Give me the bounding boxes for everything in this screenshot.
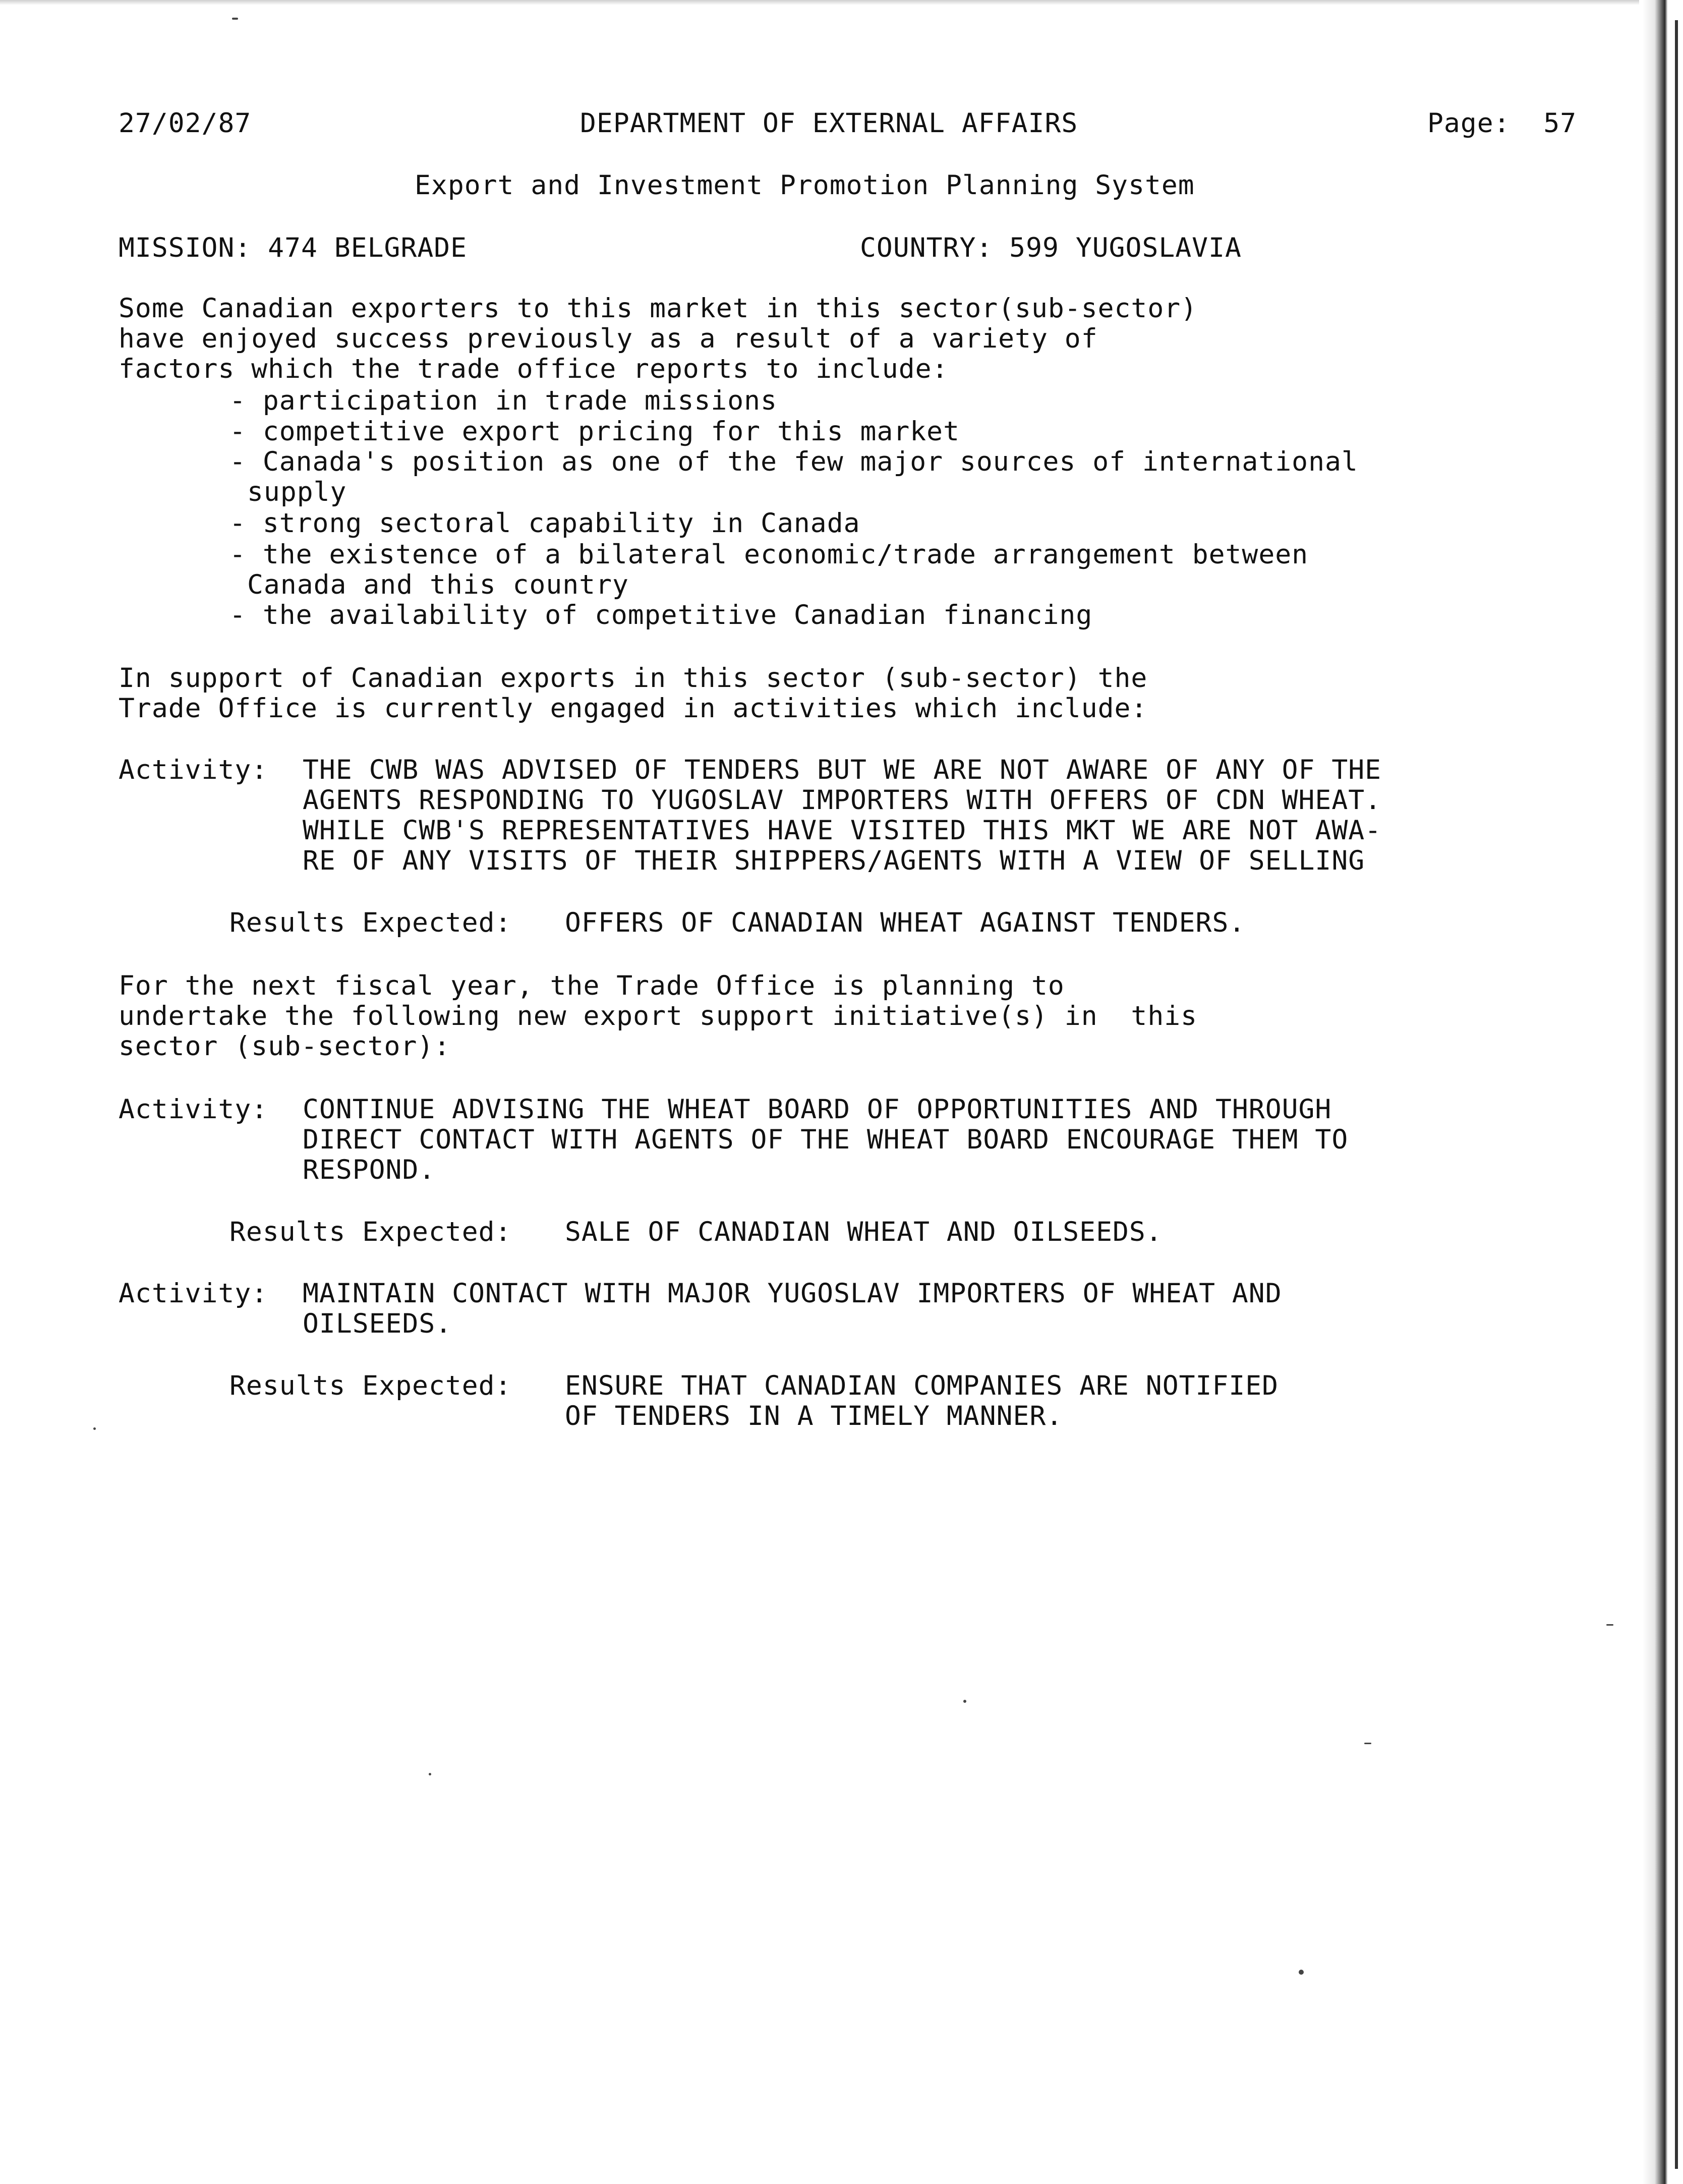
- activity-line: DIRECT CONTACT WITH AGENTS OF THE WHEAT BOARD ENCOURAGE THEM TO: [303, 1124, 1349, 1155]
- activity-label: Activity:: [119, 1094, 268, 1125]
- mission-field: MISSION: 474 BELGRADE: [119, 233, 468, 263]
- activity-line: RE OF ANY VISITS OF THEIR SHIPPERS/AGENTS WITH A VIEW OF SELLING: [303, 845, 1365, 876]
- system-title: Export and Investment Promotion Planning System: [415, 170, 1195, 201]
- intro-line: factors which the trade office reports to include:: [119, 354, 949, 384]
- activity-line: OILSEEDS.: [303, 1308, 452, 1339]
- support-line: In support of Canadian exports in this sector (sub-sector) the: [119, 663, 1148, 694]
- list-item: - Canada's position as one of the few major sources of international: [229, 446, 1358, 477]
- department-title: DEPARTMENT OF EXTERNAL AFFAIRS: [580, 108, 1078, 139]
- list-item: - strong sectoral capability in Canada: [229, 508, 860, 539]
- activity-line: RESPOND.: [303, 1155, 436, 1185]
- country-field: COUNTRY: 599 YUGOSLAVIA: [860, 233, 1242, 263]
- results-label: Results Expected:: [229, 1370, 512, 1401]
- list-item: - competitive export pricing for this market: [229, 416, 960, 447]
- results-line: SALE OF CANADIAN WHEAT AND OILSEEDS.: [565, 1217, 1163, 1247]
- next-year-line: sector (sub-sector):: [119, 1031, 451, 1062]
- list-item: - participation in trade missions: [229, 385, 777, 416]
- results-label: Results Expected:: [229, 907, 512, 938]
- activity-line: WHILE CWB'S REPRESENTATIVES HAVE VISITED THIS MKT WE ARE NOT AWA-: [303, 815, 1382, 846]
- activity-line: MAINTAIN CONTACT WITH MAJOR YUGOSLAV IMPORTERS OF WHEAT AND: [303, 1278, 1282, 1309]
- scan-speck: [1606, 1624, 1613, 1626]
- page-top-edge: [0, 0, 1639, 5]
- page-binding-line: [1675, 20, 1678, 2169]
- scan-speck: [429, 1773, 431, 1775]
- list-item: - the availability of competitive Canadian financing: [229, 600, 1093, 630]
- scan-speck: [1299, 1970, 1304, 1975]
- scan-speck: [1364, 1743, 1371, 1744]
- activity-label: Activity:: [119, 1278, 268, 1309]
- activity-line: THE CWB WAS ADVISED OF TENDERS BUT WE ARE NOT AWARE OF ANY OF THE: [303, 755, 1382, 785]
- scan-speck: [232, 18, 238, 20]
- intro-line: Some Canadian exporters to this market in this sector(sub-sector): [119, 293, 1198, 324]
- page-number: Page: 57: [1427, 108, 1577, 139]
- activity-label: Activity:: [119, 755, 268, 785]
- support-line: Trade Office is currently engaged in activities which include:: [119, 693, 1148, 724]
- activity-line: CONTINUE ADVISING THE WHEAT BOARD OF OPPORTUNITIES AND THROUGH: [303, 1094, 1332, 1125]
- activity-line: AGENTS RESPONDING TO YUGOSLAV IMPORTERS WITH OFFERS OF CDN WHEAT.: [303, 785, 1382, 816]
- scan-speck: [93, 1427, 96, 1430]
- next-year-line: For the next fiscal year, the Trade Office is planning to: [119, 970, 1065, 1001]
- list-item-continuation: Canada and this country: [247, 569, 629, 600]
- results-label: Results Expected:: [229, 1217, 512, 1247]
- results-line: ENSURE THAT CANADIAN COMPANIES ARE NOTIFIED: [565, 1370, 1279, 1401]
- intro-line: have enjoyed success previously as a result of a variety of: [119, 323, 1098, 354]
- list-item: - the existence of a bilateral economic/trade arrangement between: [229, 539, 1309, 570]
- report-date: 27/02/87: [119, 108, 252, 139]
- results-line: OF TENDERS IN A TIMELY MANNER.: [565, 1401, 1063, 1431]
- list-item-continuation: supply: [247, 477, 347, 507]
- next-year-line: undertake the following new export support initiative(s) in this: [119, 1001, 1198, 1031]
- results-line: OFFERS OF CANADIAN WHEAT AGAINST TENDERS.: [565, 907, 1246, 938]
- scan-speck: [963, 1700, 966, 1703]
